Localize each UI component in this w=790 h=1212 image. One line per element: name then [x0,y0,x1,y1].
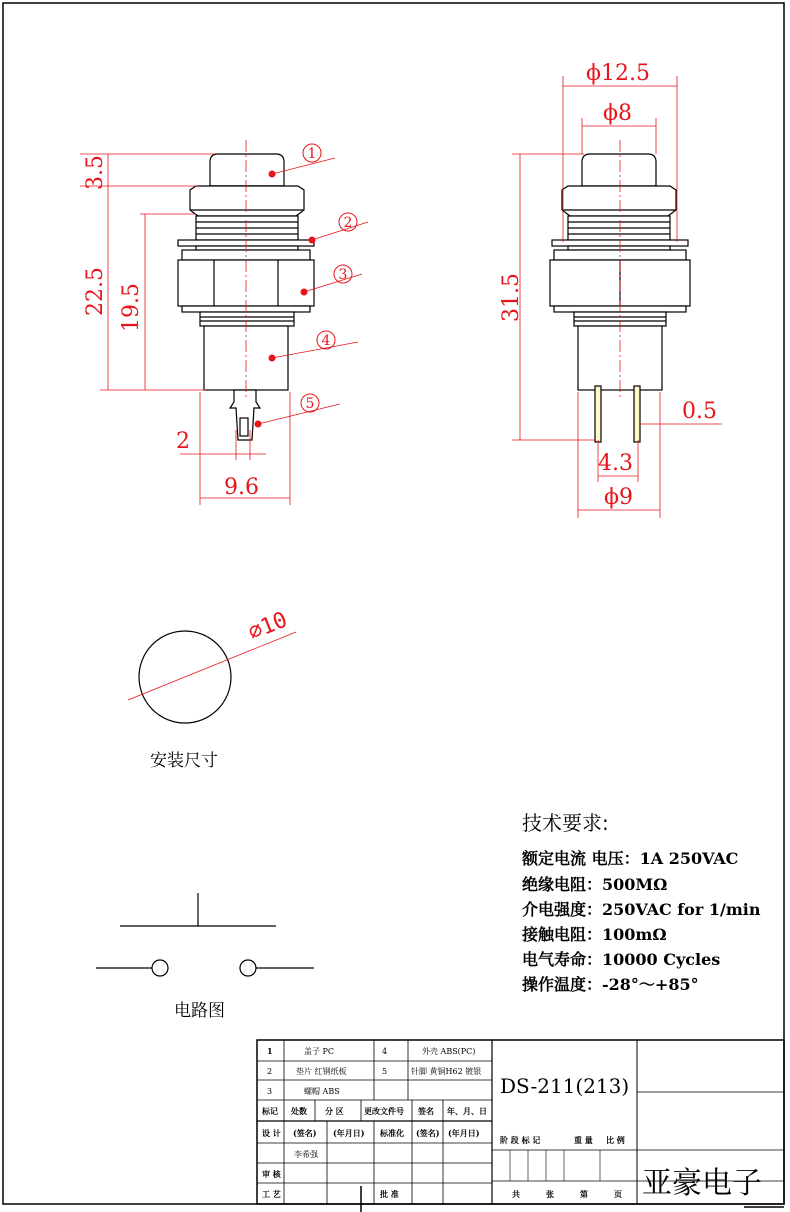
dim-2: 2 [176,429,190,454]
callout-2: 2 [343,215,353,231]
design-label: 设 计 [262,1128,281,1138]
part-desc: 垫片 红钢纸板 [296,1067,347,1076]
design-sign2: (签名) [416,1128,440,1138]
hdr-date: 年、月、日 [447,1106,487,1116]
circuit-diagram [96,893,314,976]
design-date: (年月日) [333,1128,365,1138]
approve-label: 批 准 [380,1189,399,1199]
part-no: 1 [267,1046,273,1056]
dim-phi9: ϕ9 [604,485,633,510]
sheet-zhang: 张 [546,1189,554,1199]
mounting-label: 安装尺寸 [150,751,218,771]
design-std: 标准化 [380,1128,404,1138]
tech-line: 电气寿命：10000 Cycles [522,950,721,969]
dim-4-3: 4.3 [598,451,633,476]
scale-label: 比 例 [606,1135,625,1145]
part-desc: 外壳 ABS(PC) [422,1047,476,1056]
tech-line: 额定电流 电压：1A 250VAC [522,849,739,868]
callout-3: 3 [338,267,348,283]
tech-line: 接触电阻：100mΩ [522,925,667,944]
design-date2: (年月日) [448,1128,480,1138]
part-no: 5 [382,1067,388,1076]
tech-line: 介电强度：250VAC for 1/min [522,900,761,919]
dim-hole: ⌀10 [244,607,292,646]
weight-label: 重 量 [574,1135,593,1145]
callout-5: 5 [305,396,315,412]
dim-9-6: 9.6 [224,475,259,500]
part-desc: 螺帽 ABS [304,1087,340,1096]
hdr-count: 处数 [291,1106,307,1116]
sheet-di: 第 [580,1189,588,1199]
dim-phi8: ϕ8 [603,101,632,126]
model-number: DS-211(213) [500,1074,630,1098]
hdr-sign: 签名 [418,1106,434,1116]
part-desc: 盖子 PC [304,1047,335,1056]
hdr-doc: 更改文件号 [364,1106,404,1116]
dim-22-5: 22.5 [83,267,108,316]
hdr-mark: 标记 [262,1106,278,1116]
tech-line: 操作温度：-28°～+85° [522,975,699,994]
front-view [550,154,690,442]
sheet-total: 共 [512,1189,520,1199]
part-no: 3 [267,1087,273,1096]
drawing-frame [3,3,784,1204]
dim-3-5: 3.5 [83,155,108,190]
hdr-zone: 分 区 [325,1106,344,1116]
callout-1: 1 [307,146,317,162]
craft-label: 工 艺 [262,1189,281,1199]
part-desc: 针脚 黄铜H62 镀银 [411,1067,482,1076]
dim-19-5: 19.5 [119,283,144,332]
dim-phi12-5: ϕ12.5 [586,61,650,86]
dim-31-5: 31.5 [499,273,524,322]
callout-4: 4 [321,333,331,349]
circuit-label: 电路图 [174,1001,225,1021]
tech-line: 绝缘电阻：500MΩ [522,875,668,894]
design-sign: (签名) [293,1128,317,1138]
company-name: 亚豪电子 [642,1166,762,1201]
sheet-page: 页 [614,1189,622,1199]
part-no: 4 [382,1047,388,1056]
hole-leader [128,632,296,700]
designer-name: 李希强 [294,1150,318,1159]
review-label: 审 核 [262,1169,281,1179]
tech-title: 技术要求: [522,811,609,835]
part-no: 2 [267,1067,273,1076]
dim-0-5: 0.5 [682,399,717,424]
stage-label: 阶 段 标 记 [500,1135,541,1145]
